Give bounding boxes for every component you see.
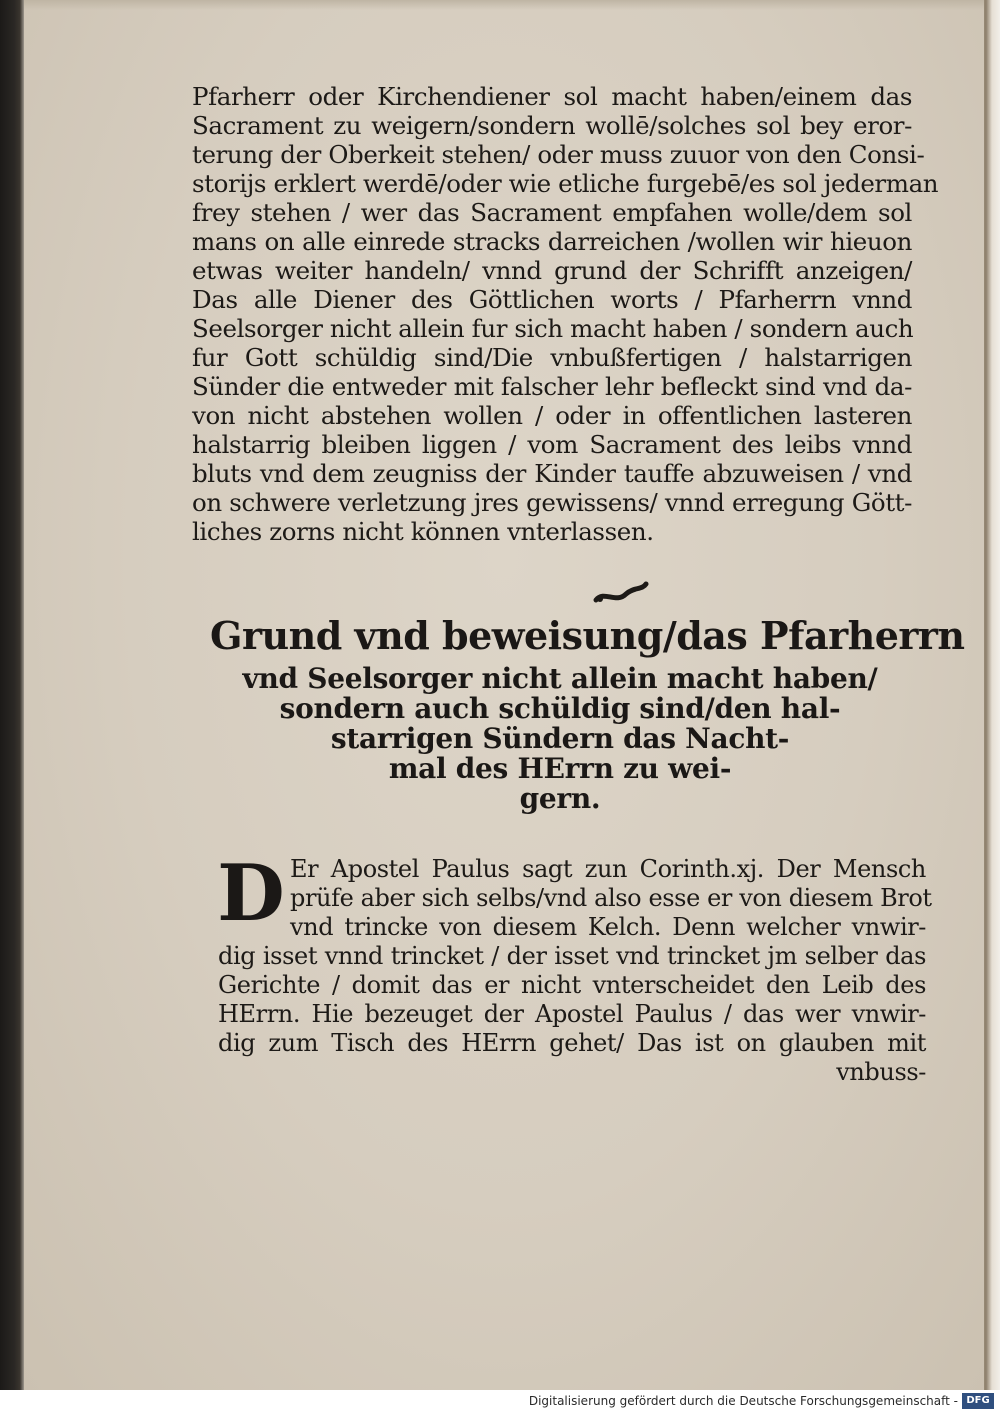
text-line: mans on alle einrede stracks darreichen /wollen wir hieuon	[192, 227, 912, 256]
page-top-shadow	[24, 0, 984, 10]
text-line: vnd trincke von diesem Kelch. Denn welcher vnwir-	[290, 913, 926, 941]
text-line: Sünder die entweder mit falscher lehr befleckt sind vnd da-	[192, 372, 912, 401]
ornament-flourish-icon	[590, 578, 650, 608]
text-line: frey stehen / wer das Sacrament empfahen wolle/dem sol	[192, 198, 912, 227]
body-paragraph	[192, 82, 939, 546]
text-line: on schwere verletzung jres gewissens/ vnnd erregung Gött-	[192, 488, 912, 517]
catchword: vnbuss-	[836, 1058, 926, 1086]
heading-line: sondern auch schüldig sind/den hal-	[279, 692, 841, 725]
text-line: bluts vnd dem zeugniss der Kinder tauffe abzuweisen / vnd	[192, 459, 912, 488]
heading-line: mal des HErrn zu wei-	[388, 752, 732, 785]
text-line: Er Apostel Paulus sagt zun Corinth.xj. Der Mensch	[290, 855, 926, 883]
section-heading	[210, 608, 965, 815]
text-line: dig zum Tisch des HErrn gehet/ Das ist on glauben mit	[218, 1029, 926, 1057]
text-line: prüfe aber sich selbs/vnd also esse er von diesem Brot	[290, 884, 932, 912]
heading-line: Grund vnd beweisung/das Pfarherrn	[210, 613, 965, 658]
text-line: halstarrig bleiben liggen / vom Sacrament des leibs vnnd	[192, 430, 912, 459]
text-line: terung der Oberkeit stehen/ oder muss zuuor von den Consi-	[192, 140, 925, 169]
dfg-logo: DFG	[962, 1393, 994, 1409]
footer-bar	[0, 1390, 1000, 1413]
text-line: Seelsorger nicht allein fur sich macht haben / sondern auch	[192, 314, 914, 343]
heading-line: gern.	[519, 782, 601, 815]
text-line: Pfarherr oder Kirchendiener sol macht haben/einem das	[192, 82, 912, 111]
text-line: etwas weiter handeln/ vnnd grund der Schrifft anzeigen/	[192, 256, 912, 285]
text-line: storijs erklert werdē/oder wie etliche furgebē/es sol jederman	[192, 169, 939, 198]
text-line: Gerichte / domit das er nicht vnterscheidet den Leib des	[218, 971, 926, 999]
body-paragraph-2	[218, 855, 932, 1087]
funding-credit: Digitalisierung gefördert durch die Deutsche Forschungsgemeinschaft -	[528, 1394, 958, 1408]
text-line: dig isset vnnd trincket / der isset vnd trincket jm selber das	[218, 942, 926, 970]
text-line: Sacrament zu weigern/sondern wollē/solches sol bey eror-	[192, 111, 912, 140]
text-line: von nicht abstehen wollen / oder in offentlichen lasteren	[192, 401, 912, 430]
text-line: Das alle Diener des Göttlichen worts / Pfarherrn vnnd	[192, 285, 912, 314]
decorated-initial: D	[217, 848, 285, 939]
text-line: liches zorns nicht können vnterlassen.	[192, 517, 654, 546]
heading-line: starrigen Sündern das Nacht-	[330, 722, 790, 755]
text-line: fur Gott schüldig sind/Die vnbußfertigen / halstarrigen	[192, 343, 912, 372]
heading-line: vnd Seelsorger nicht allein macht haben/	[242, 662, 878, 695]
text-line: HErrn. Hie bezeuget der Apostel Paulus / das wer vnwir-	[218, 1000, 926, 1028]
